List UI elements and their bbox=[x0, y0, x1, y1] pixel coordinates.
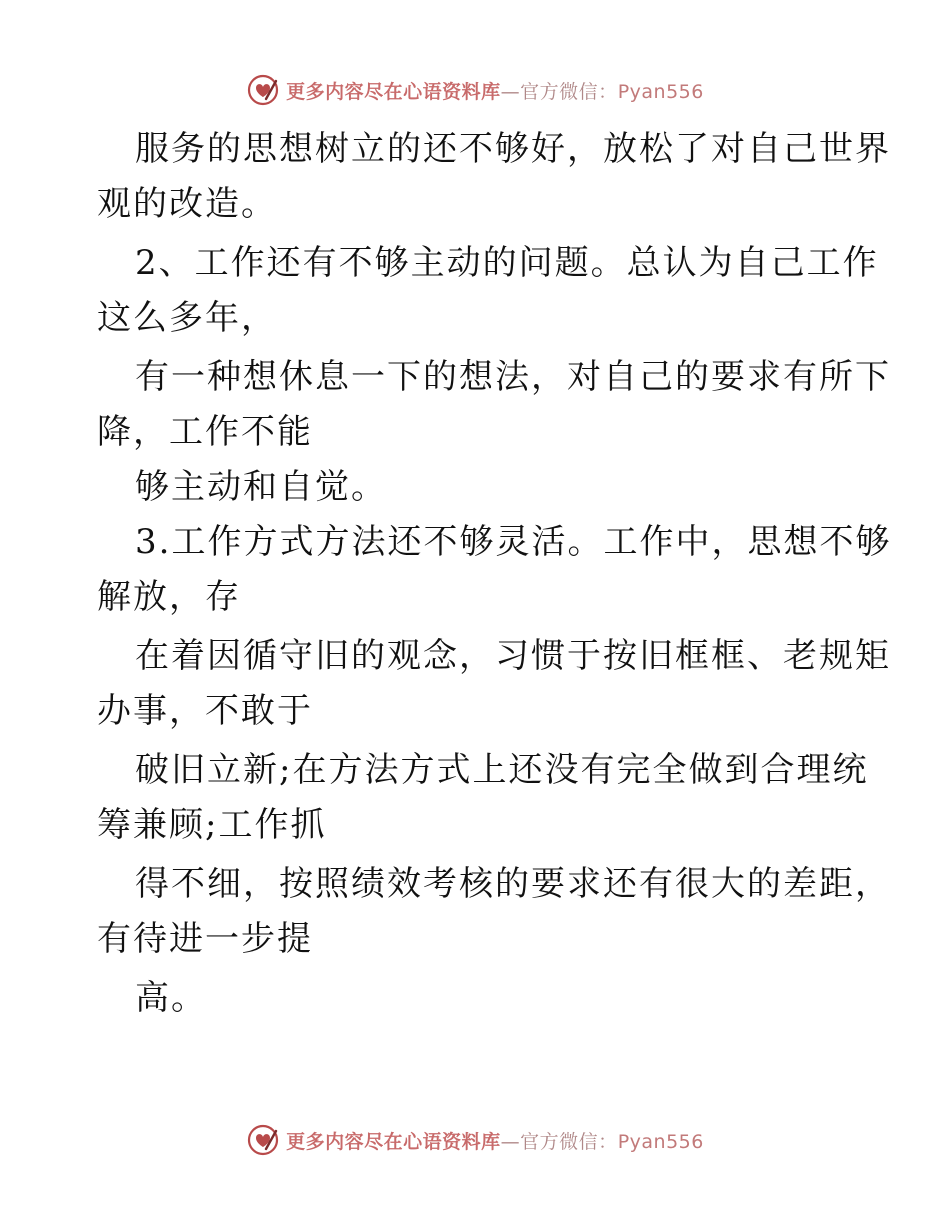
text-line: 破旧立新;在方法方式上还没有完全做到合理统 bbox=[135, 750, 869, 790]
text-line: 筹兼顾;工作抓 bbox=[97, 805, 327, 845]
heart-pen-logo-icon bbox=[246, 73, 280, 107]
text-line: 服务的思想树立的还不够好，放松了对自己世界 bbox=[135, 129, 891, 169]
paragraph-2 bbox=[97, 236, 879, 346]
text-line: 解放，存 bbox=[97, 577, 241, 617]
text-line: 有一种想休息一下的想法，对自己的要求有所下 bbox=[135, 357, 891, 397]
text-line: 办事，不敢于 bbox=[97, 691, 313, 731]
watermark-sub: 官方微信： bbox=[520, 80, 618, 103]
watermark-handle: Pyan556 bbox=[617, 80, 704, 103]
text-line: 这么多年， bbox=[97, 298, 277, 338]
paragraph-3 bbox=[97, 350, 891, 460]
watermark-main: 更多内容尽在心语资料库 bbox=[286, 80, 501, 103]
watermark-separator: — bbox=[500, 80, 521, 103]
watermark-separator: — bbox=[500, 1130, 521, 1153]
text-line: 2、工作还有不够主动的问题。总认为自己工作 bbox=[135, 243, 879, 283]
text-line: 得不细，按照绩效考核的要求还有很大的差距， bbox=[135, 864, 891, 904]
text-line: 降，工作不能 bbox=[97, 412, 313, 452]
text-line: 观的改造。 bbox=[97, 184, 277, 224]
text-line: 在着因循守旧的观念，习惯于按旧框框、老规矩 bbox=[135, 636, 891, 676]
paragraph-7 bbox=[97, 743, 869, 853]
text-line: 有待进一步提 bbox=[97, 919, 313, 959]
watermark-sub: 官方微信： bbox=[520, 1130, 618, 1153]
text-line: 高。 bbox=[135, 978, 207, 1018]
text-line: 够主动和自觉。 bbox=[135, 467, 387, 507]
heart-pen-logo-icon bbox=[246, 1123, 280, 1157]
watermark-text bbox=[286, 77, 704, 104]
paragraph-5 bbox=[97, 515, 892, 625]
text-line: 3.工作方式方法还不够灵活。工作中，思想不够 bbox=[135, 522, 892, 562]
paragraph-4 bbox=[97, 460, 857, 515]
header-watermark bbox=[0, 70, 950, 110]
paragraph-8 bbox=[97, 857, 891, 967]
paragraph-6 bbox=[97, 629, 891, 739]
watermark-text bbox=[286, 1127, 704, 1154]
paragraph-9 bbox=[97, 971, 857, 1026]
watermark-main: 更多内容尽在心语资料库 bbox=[286, 1130, 501, 1153]
document-body bbox=[97, 122, 892, 1026]
watermark-handle: Pyan556 bbox=[617, 1130, 704, 1153]
footer-watermark bbox=[0, 1120, 950, 1160]
paragraph-1 bbox=[97, 122, 891, 232]
